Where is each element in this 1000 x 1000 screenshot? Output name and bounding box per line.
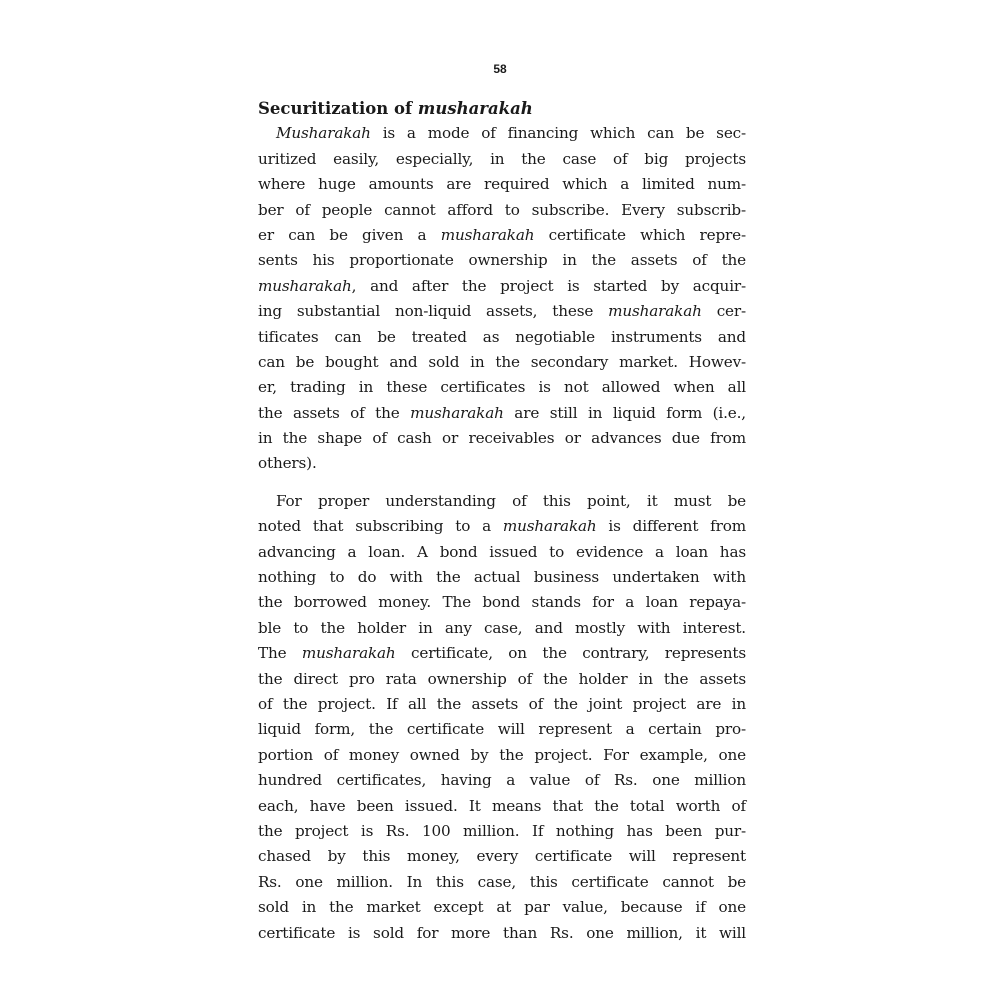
text-segment: can be bought and sold in the secondary market. Howev- [258,352,746,371]
text-segment: liquid form, the certificate will represent a certain pro- [258,720,746,739]
text-line [258,717,746,742]
text-segment: er can be given a [258,225,441,244]
text-segment: uritized easily, especially, in the case of big projects [258,149,746,168]
text-line [258,325,746,350]
text-segment: certificate is sold for more than Rs. one million, it will [258,923,746,942]
text-line [258,514,746,539]
text-segment: noted that subscribing to a [258,517,503,536]
text-segment: is different from [596,517,746,536]
italic-term: musharakah [502,517,597,536]
text-segment: nothing to do with the actual business undertaken with [258,568,746,587]
text-line [258,895,746,920]
text-segment: , and after the project is started by acquir- [351,276,746,295]
text-segment: ber of people cannot afford to subscribe. Every subscrib- [258,200,746,219]
text-line [258,401,746,426]
text-line [258,540,746,565]
text-line [258,223,746,248]
body-text [258,121,746,946]
text-line [258,375,746,400]
text-line [258,565,746,590]
text-line [258,921,746,946]
text-segment: chased by this money, every certificate will represent [258,847,746,866]
text-segment: ble to the holder in any case, and mostly with interest. [258,618,746,637]
text-segment: are still in liquid form (i.e., [503,403,746,422]
page-content [258,96,746,946]
paragraph-gap [258,477,746,489]
text-line [258,350,746,375]
text-line [258,743,746,768]
text-line [258,819,746,844]
text-line [258,590,746,615]
text-segment: The [258,644,302,663]
text-line [258,692,746,717]
paragraph-p2 [258,489,746,946]
text-segment: of the project. If all the assets of the joint project are in [258,695,746,713]
italic-term: Musharakah [276,124,371,143]
text-line [258,147,746,172]
text-segment: sents his proportionate ownership in the assets of the [258,251,746,270]
text-line [258,121,746,146]
section-heading [258,96,746,121]
text-segment: each, have been issued. It means that the total worth of [258,796,746,815]
text-line [258,870,746,895]
text-line [258,641,746,666]
italic-term: musharakah [440,225,535,244]
text-segment: portion of money owned by the project. For example, one [258,745,746,764]
text-line [258,426,746,451]
paragraph-p1 [258,121,746,476]
text-segment: ing substantial non-liquid assets, these [258,302,609,321]
page-number: 58 [493,62,507,76]
text-line [258,274,746,299]
text-segment: hundred certificates, having a value of Rs. one million [258,771,746,790]
italic-term: musharakah [258,276,352,295]
text-segment: sold in the market except at par value, because if one [258,898,746,917]
italic-term: musharakah [608,302,702,321]
section-heading-italic: musharakah [417,99,533,118]
text-line [258,794,746,819]
text-segment: where huge amounts are required which a limited num- [258,175,746,194]
text-segment: the assets of the [258,403,411,422]
text-segment: Rs. one million. In this case, this certificate cannot be [258,872,746,891]
text-segment: tificates can be treated as negotiable instruments and [258,327,746,346]
text-line [258,768,746,793]
text-line [258,667,746,692]
text-segment: the direct pro rata ownership of the holder in the assets [258,669,746,688]
text-segment: the project is Rs. 100 million. If nothing has been pur- [258,821,746,840]
text-segment: others). [258,454,317,473]
text-segment: advancing a loan. A bond issued to evidence a loan has [258,542,746,561]
text-segment: cer- [701,302,746,321]
italic-term: musharakah [410,403,504,422]
text-line [258,451,746,476]
text-line [258,172,746,197]
text-line [258,489,746,514]
text-segment: For proper understanding of this point, it must be [276,491,746,510]
text-segment: is a mode of financing which can be sec- [370,124,746,143]
section-heading-text: Securitization of [258,99,418,118]
text-line [258,299,746,324]
text-segment: er, trading in these certificates is not allowed when all [258,378,746,397]
text-line [258,248,746,273]
text-line [258,616,746,641]
text-segment: certificate, on the contrary, represents [395,644,746,663]
italic-term: musharakah [301,644,396,663]
text-segment: in the shape of cash or receivables or advances due from [258,429,746,448]
text-line [258,844,746,869]
text-segment: the borrowed money. The bond stands for a loan repaya- [258,593,746,612]
text-line [258,198,746,223]
text-segment: certificate which repre- [534,225,746,244]
